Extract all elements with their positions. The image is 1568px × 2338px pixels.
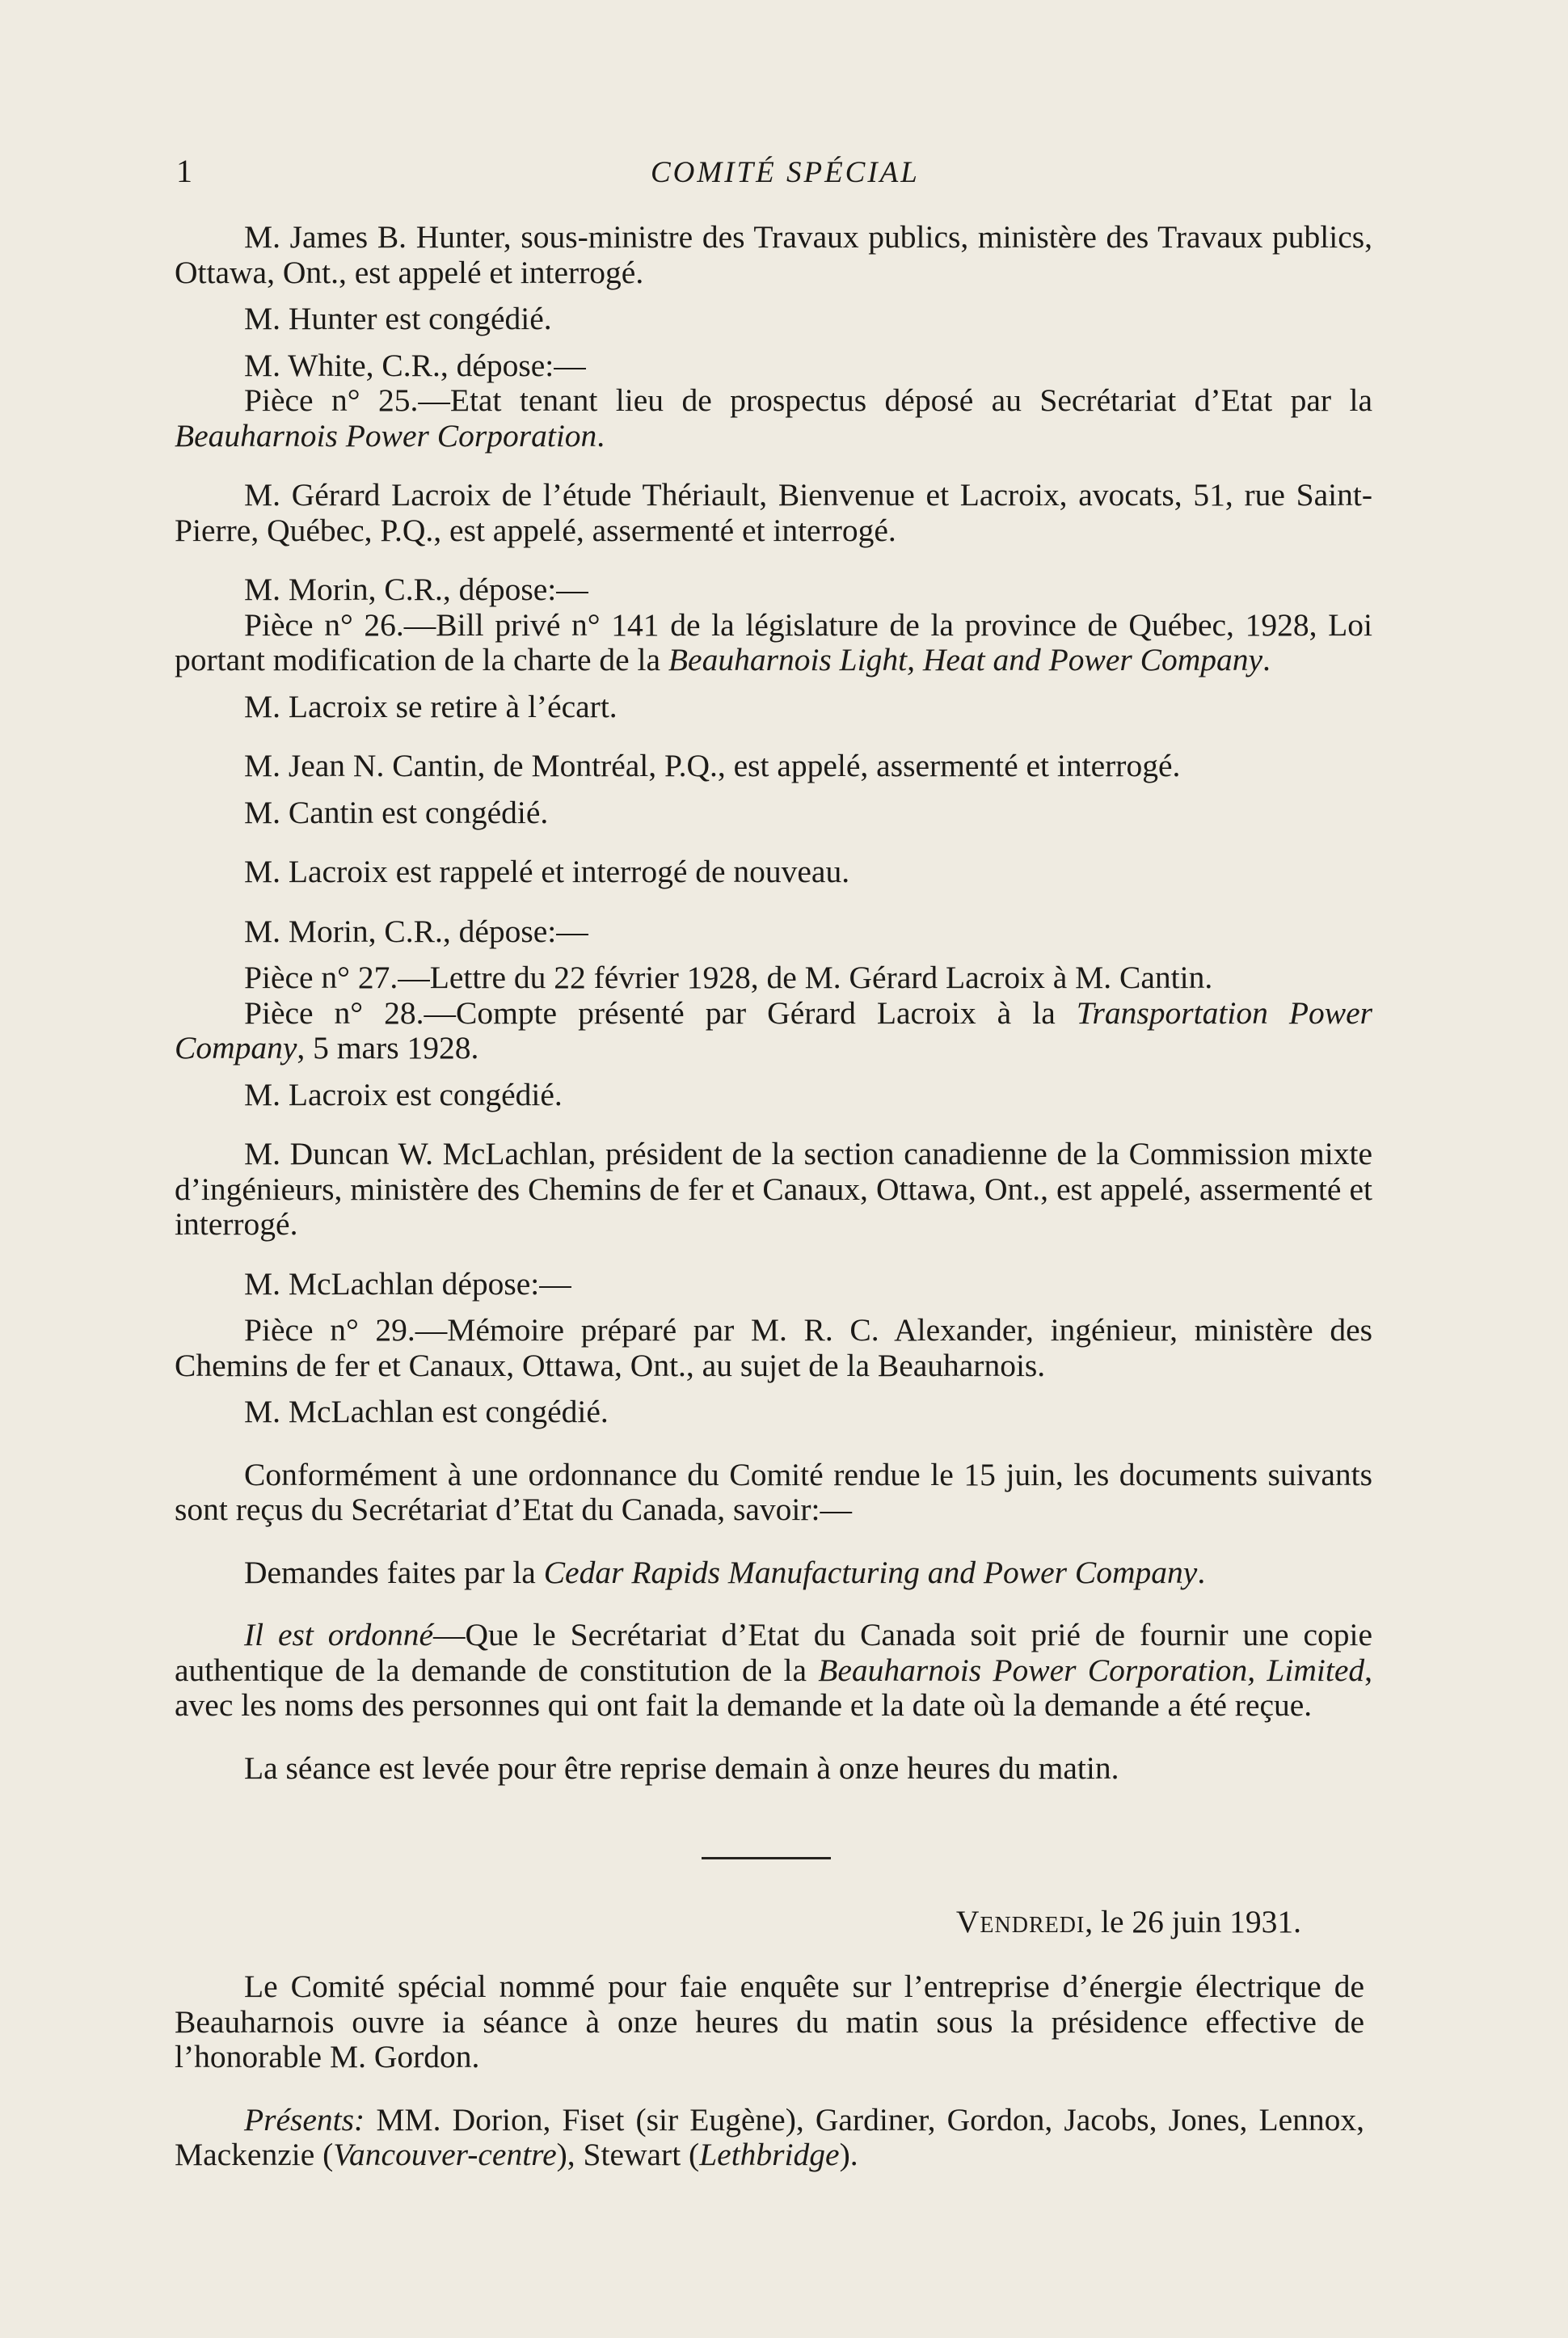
paragraph: M. Duncan W. McLachlan, président de la section canadienne de la Commission mixte d’ingénieurs, ministère des Chemins de fer et Canaux, Ottawa, Ont., est appelé, assermenté et interrogé. [175,1136,1372,1242]
paragraph-text: , 5 mars 1928. [297,1030,479,1066]
paragraph-text: Pièce n° 25.—Etat tenant lieu de prospectus déposé au Secrétariat d’Etat par la [244,382,1372,418]
company-name: Beauharnois Light, Heat and Power Company [668,642,1263,677]
paragraph: M. James B. Hunter, sous-ministre des Travaux publics, ministère des Travaux publics, Ottawa, Ont., est appelé et interrogé. [175,219,1372,290]
session-date-text: , le 26 juin 1931. [1085,1904,1301,1939]
paragraph: M. Jean N. Cantin, de Montréal, P.Q., est appelé, assermenté et interrogé. [244,748,1181,783]
members-list: ), Stewart ( [556,2137,700,2172]
riding-name: Vancouver-centre [333,2137,557,2172]
page-number: 1 [176,153,192,189]
opening-paragraph: Le Comité spécial nommé pour faie enquête sur l’entreprise d’énergie électrique de Beauharnois ouvre ia séance à onze heures du matin sous la présidence effective de l’honorable M. Gordon. [175,1969,1364,2074]
running-title: COMITÉ SPÉCIAL [651,156,920,189]
order-label: Il est ordonné [244,1617,433,1652]
paragraph [175,996,1372,1066]
paragraph: M. Lacroix se retire à l’écart. [244,688,618,724]
paragraph-text: . [596,417,605,454]
company-name: Transportation Power Company [175,994,1372,1066]
paragraph [175,1555,1372,1591]
attendance-paragraph [175,2103,1364,2173]
paragraph: M. White, C.R., dépose:— [244,347,586,383]
session-date [956,1903,1301,1940]
paragraph: M. Hunter est congédié. [244,301,552,336]
paragraph: M. McLachlan est congédié. [244,1394,609,1429]
paragraph: La séance est levée pour être reprise demain à onze heures du matin. [244,1749,1119,1786]
company-name: Beauharnois Power Corporation, Limited [818,1652,1365,1688]
paragraph-text: . [1197,1554,1206,1590]
company-name: Beauharnois Power Corporation [175,417,597,454]
paragraph: Pièce n° 27.—Lettre du 22 février 1928, de M. Gérard Lacroix à M. Cantin. [244,960,1213,995]
paragraph-text: Pièce n° 28.—Compte présenté par Gérard Lacroix à la [244,994,1077,1031]
company-name: Cedar Rapids Manufacturing and Power Company [543,1554,1198,1590]
paragraph [175,383,1372,454]
paragraph: M. McLachlan dépose:— [244,1265,571,1302]
paragraph: M. Cantin est congédié. [244,794,549,830]
members-list: ). [839,2137,858,2172]
session-day: Vendredi [955,1904,1085,1939]
session-opening [175,1969,1364,2173]
paragraph-text: , avec les noms des personnes qui ont fait la demande et la date où la demande a été reçue. [175,1652,1372,1723]
minutes-body [175,220,1372,1786]
paragraph [175,608,1372,678]
paragraph-text: . [1262,642,1271,677]
paragraph: Pièce n° 29.—Mémoire préparé par M. R. C. Alexander, ingénieur, ministère des Chemins de fer et Canaux, Ottawa, Ont., au sujet de la Beauharnois. [175,1312,1372,1383]
paragraph: M. Lacroix est rappelé et interrogé de nouveau. [244,854,850,889]
presents-label: Présents: [244,2101,365,2138]
paragraph-text: Demandes faites par la [244,1554,544,1590]
paragraph: M. Gérard Lacroix de l’étude Thériault, Bienvenue et Lacroix, avocats, 51, rue Saint-Pierre, Québec, P.Q., est appelé, assermenté et interrogé. [175,477,1372,548]
paragraph: M. Morin, C.R., dépose:— [244,913,588,949]
riding-name: Lethbridge [699,2137,840,2172]
section-divider [702,1857,831,1859]
paragraph [175,1618,1372,1724]
paragraph-text: Pièce n° 26.—Bill privé n° 141 de la législature de la province de Québec, 1928, Loi portant modification de la charte de la [175,606,1372,677]
paragraph: Conformément à une ordonnance du Comité rendue le 15 juin, les documents suivants sont reçus du Secrétariat d’Etat du Canada, savoir:— [175,1456,1372,1527]
paragraph: M. Lacroix est congédié. [244,1076,563,1112]
paragraph: M. Morin, C.R., dépose:— [244,572,588,607]
paragraph-text: —Que le Secrétariat d’Etat du Canada soit prié de fournir une copie authentique de la demande de constitution de la [175,1617,1372,1688]
members-list: MM. Dorion, Fiset (sir Eugène), Gardiner, Gordon, Jacobs, Jones, Lennox, Mackenzie ( [175,2101,1364,2172]
